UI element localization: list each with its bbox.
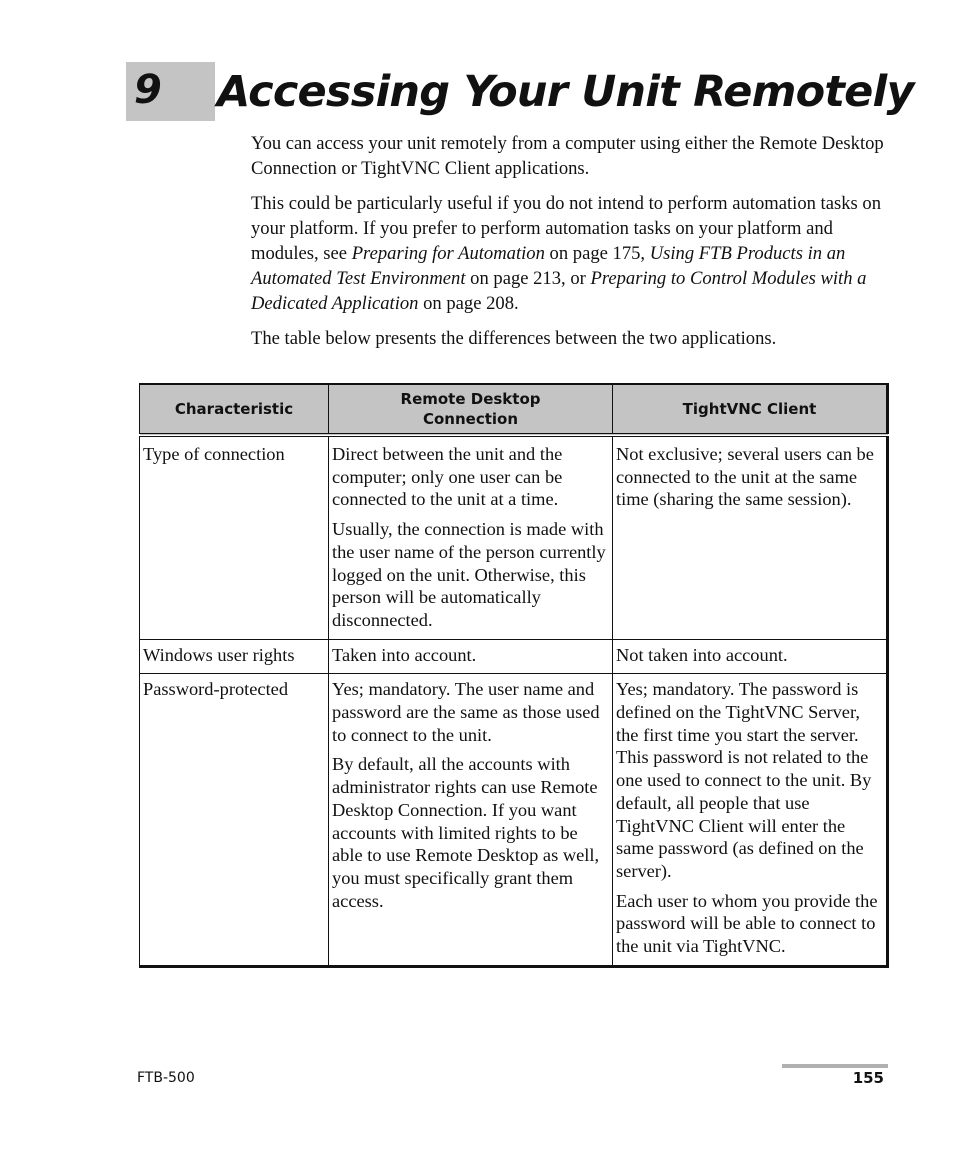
cell-characteristic: Type of connection <box>140 435 329 639</box>
intro-section <box>251 131 887 361</box>
intro-text: This could be particularly useful if you do not intend to perform automation tasks on your platform. If you prefer to perform automation tasks on your platform and modules, see <box>251 193 881 264</box>
cross-reference-link[interactable]: Preparing for Automation <box>351 243 545 264</box>
intro-paragraph-1: You can access your unit remotely from a computer using either the Remote Desktop Connection or TightVNC Client applications. <box>251 133 884 179</box>
cell-paragraph: Taken into account. <box>332 644 477 665</box>
cell-remote-desktop <box>329 639 613 674</box>
cross-reference-link[interactable]: Using FTB Products in an Automated Test Environment <box>251 243 846 289</box>
chapter-number: 9 <box>134 67 162 113</box>
header-remote-desktop: Remote Desktop Connection <box>329 384 613 435</box>
cell-paragraph: Each user to whom you provide the password will be able to connect to the unit via TightVNC. <box>616 890 878 957</box>
table-header-row <box>140 384 888 435</box>
table-row <box>140 639 888 674</box>
footer-rule <box>782 1064 888 1068</box>
cell-tightvnc <box>613 639 888 674</box>
comparison-table <box>139 383 889 968</box>
cell-characteristic: Password-protected <box>140 674 329 966</box>
intro-text: on page 175, <box>544 243 650 264</box>
cell-remote-desktop <box>329 435 613 639</box>
header-characteristic: Characteristic <box>140 384 329 435</box>
cell-paragraph: Yes; mandatory. The user name and password are the same as those used to connect to the unit. <box>332 679 600 745</box>
page-number: 155 <box>852 1069 884 1087</box>
cell-paragraph: Not taken into account. <box>616 644 788 665</box>
cell-tightvnc <box>613 674 888 966</box>
intro-paragraph-2 <box>251 191 887 316</box>
cell-paragraph: Yes; mandatory. The password is defined on the TightVNC Server, the first time you start the server. This password is not related to the one used to connect to the unit. By default, all people that use TightVNC Client will enter the same password (as defined on the server). <box>616 679 872 881</box>
intro-paragraph-3: The table below presents the differences between the two applications. <box>251 328 777 349</box>
cross-reference-link[interactable]: Preparing to Control Modules with a Dedicated Application <box>251 268 867 314</box>
cell-characteristic: Windows user rights <box>140 639 329 674</box>
cell-paragraph: Not exclusive; several users can be connected to the unit at the same time (sharing the same session). <box>616 444 874 510</box>
chapter-title: Accessing Your Unit Remotely <box>217 67 914 117</box>
table-row <box>140 674 888 966</box>
cell-paragraph: Direct between the unit and the computer; only one user can be connected to the unit at a time. <box>332 444 563 510</box>
table-row <box>140 435 888 639</box>
cell-paragraph: By default, all the accounts with administrator rights can use Remote Desktop Connection. If you want accounts with limited rights to be able to use Remote Desktop as well, you must specifically grant them access. <box>332 754 600 911</box>
intro-text: on page 213, or <box>465 268 591 289</box>
header-tightvnc: TightVNC Client <box>613 384 888 435</box>
cell-remote-desktop <box>329 674 613 966</box>
cell-tightvnc <box>613 435 888 639</box>
intro-text: on page 208. <box>418 293 519 314</box>
footer-product-name: FTB-500 <box>137 1070 195 1086</box>
cell-paragraph: Usually, the connection is made with the user name of the person currently logged on the unit. Otherwise, this person will be automatically disconnected. <box>332 519 606 630</box>
